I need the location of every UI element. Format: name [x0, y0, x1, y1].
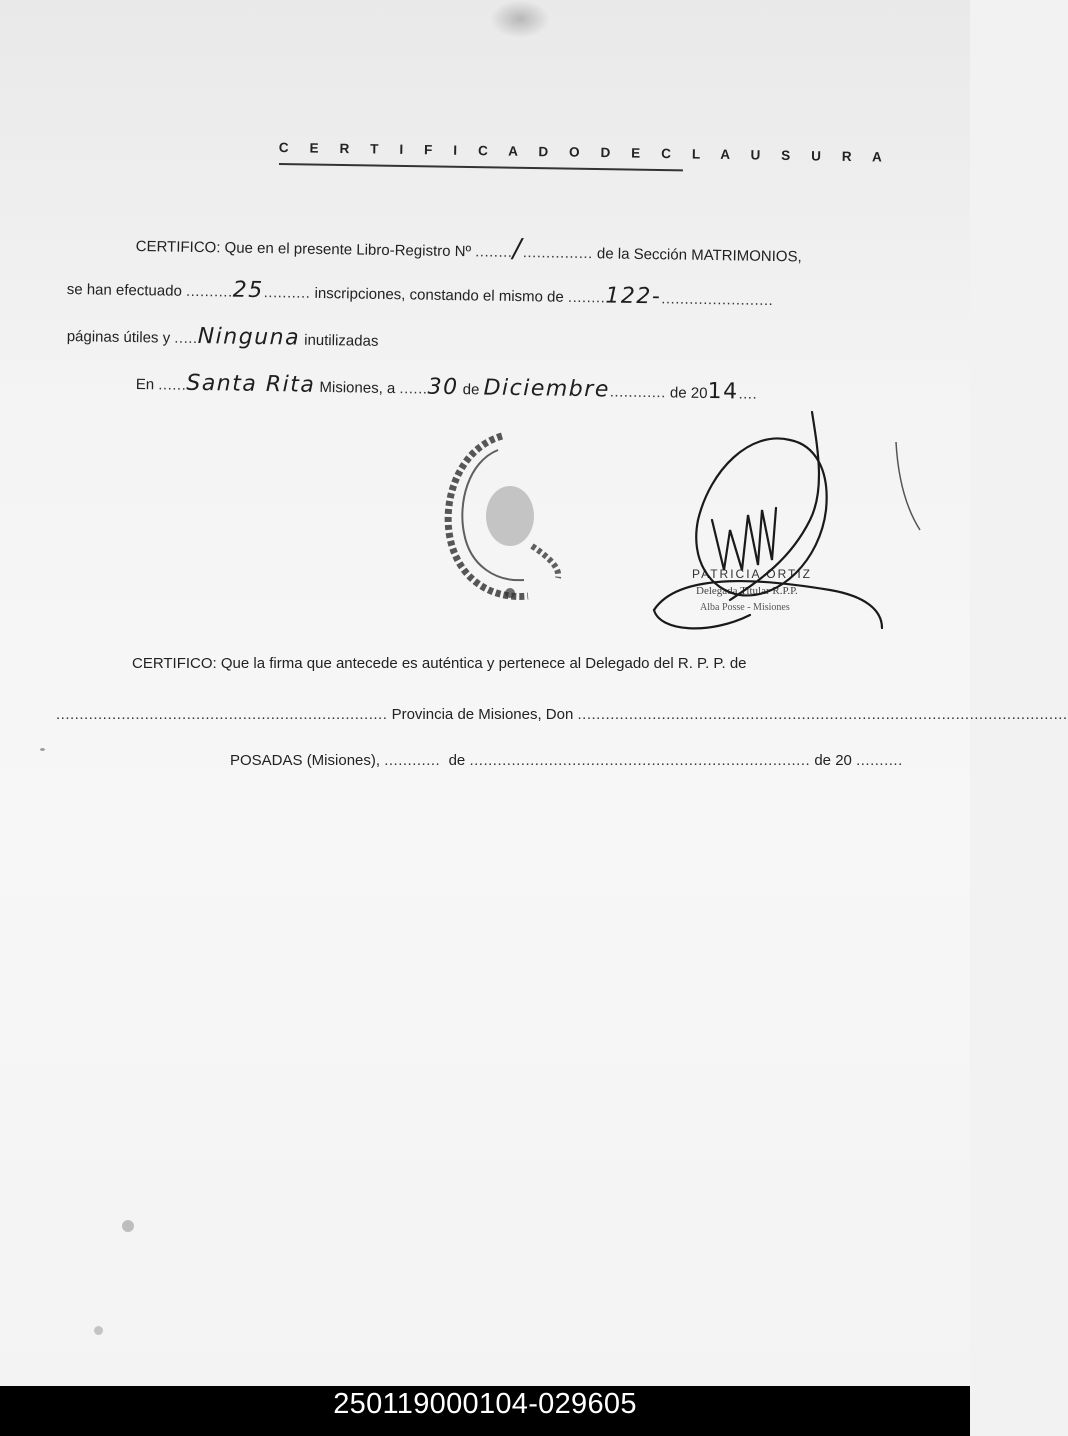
dust-speck — [40, 748, 45, 751]
signature — [650, 410, 890, 640]
document-id-code: 250119000104-029605 — [333, 1388, 637, 1420]
dots: ........ — [475, 243, 513, 261]
document-title: C E R T I F I C A D O D E C L A U S U R A — [278, 140, 891, 165]
stamp-name: PATRICIA ORTIZ — [692, 567, 813, 581]
handwritten-inscriptions: 25 — [232, 277, 264, 304]
cert1-line3 — [67, 322, 379, 352]
cert1-line1-tail: de la Sección MATRIMONIOS, — [596, 245, 802, 266]
cert2-line3-de: de — [448, 752, 466, 769]
cert1-line4-mid: Misiones, a — [319, 378, 396, 398]
cert1-line4-de: de — [462, 381, 480, 399]
dots: ........................ — [661, 290, 774, 310]
official-seal — [440, 428, 570, 608]
dots: ...... — [399, 380, 428, 398]
dots: ..... — [174, 329, 198, 348]
handwritten-year: 14 — [707, 378, 739, 405]
dots: ......................................................................................................... — [577, 706, 1068, 723]
scan-smudge — [490, 0, 550, 38]
dots: ....................................................................... — [56, 706, 388, 723]
cert2-line3 — [230, 752, 903, 769]
dots: .......... — [185, 282, 233, 301]
dots: ......................................................................... — [469, 752, 811, 769]
stamp-role: Delegada Titular R.P.P. — [696, 585, 798, 597]
cert1-line4-en: En — [135, 375, 155, 394]
dots: .......... — [856, 752, 903, 769]
cert1-line3-tail: inutilizadas — [304, 331, 379, 350]
handwritten-book-number: / — [512, 233, 524, 265]
dots: .... — [738, 385, 758, 403]
signature-stamp-block — [650, 410, 890, 640]
dust-speck — [122, 1220, 134, 1232]
cert2-line2 — [56, 706, 1068, 723]
dots: .......... — [263, 284, 311, 302]
cert1-line1 — [136, 228, 802, 268]
cert2-line2-text: Provincia de Misiones, Don — [391, 706, 574, 723]
cert1-line2-lead: se han efectuado — [66, 280, 182, 300]
edge-pen-mark — [892, 438, 926, 538]
cert1-line4-year-prefix: de 20 — [669, 384, 708, 402]
dots: ............ — [384, 752, 441, 769]
cert1-line2 — [67, 275, 774, 311]
cert1-line1-lead: CERTIFICO: Que en el presente Libro-Registro Nº — [135, 237, 472, 261]
handwritten-pages: 122- — [605, 283, 662, 310]
dots: ............ — [609, 383, 666, 402]
cert1-line3-lead: páginas útiles y — [66, 327, 171, 347]
dots: ............... — [522, 244, 593, 263]
cert2-line3-year-prefix: de 20 — [814, 752, 852, 769]
cert2-line3-text: POSADAS (Misiones), — [230, 752, 381, 769]
dust-speck — [94, 1326, 103, 1335]
handwritten-voided: Ninguna — [197, 324, 301, 351]
cert2-line1: CERTIFICO: Que la firma que antecede es auténtica y pertenece al Delegado del R. P. P. de — [132, 655, 747, 672]
cert1-line2-middle: inscripciones, constando el mismo de — [314, 284, 564, 306]
handwritten-day: 30 — [427, 374, 459, 401]
dots: ...... — [158, 376, 187, 394]
dots: ........ — [567, 288, 606, 307]
handwritten-month: Diciembre — [483, 375, 611, 403]
title-underline — [279, 163, 683, 171]
handwritten-place: Santa Rita — [186, 370, 316, 398]
cert1-line4 — [136, 370, 758, 405]
stamp-place: Alba Posse - Misiones — [700, 602, 790, 613]
